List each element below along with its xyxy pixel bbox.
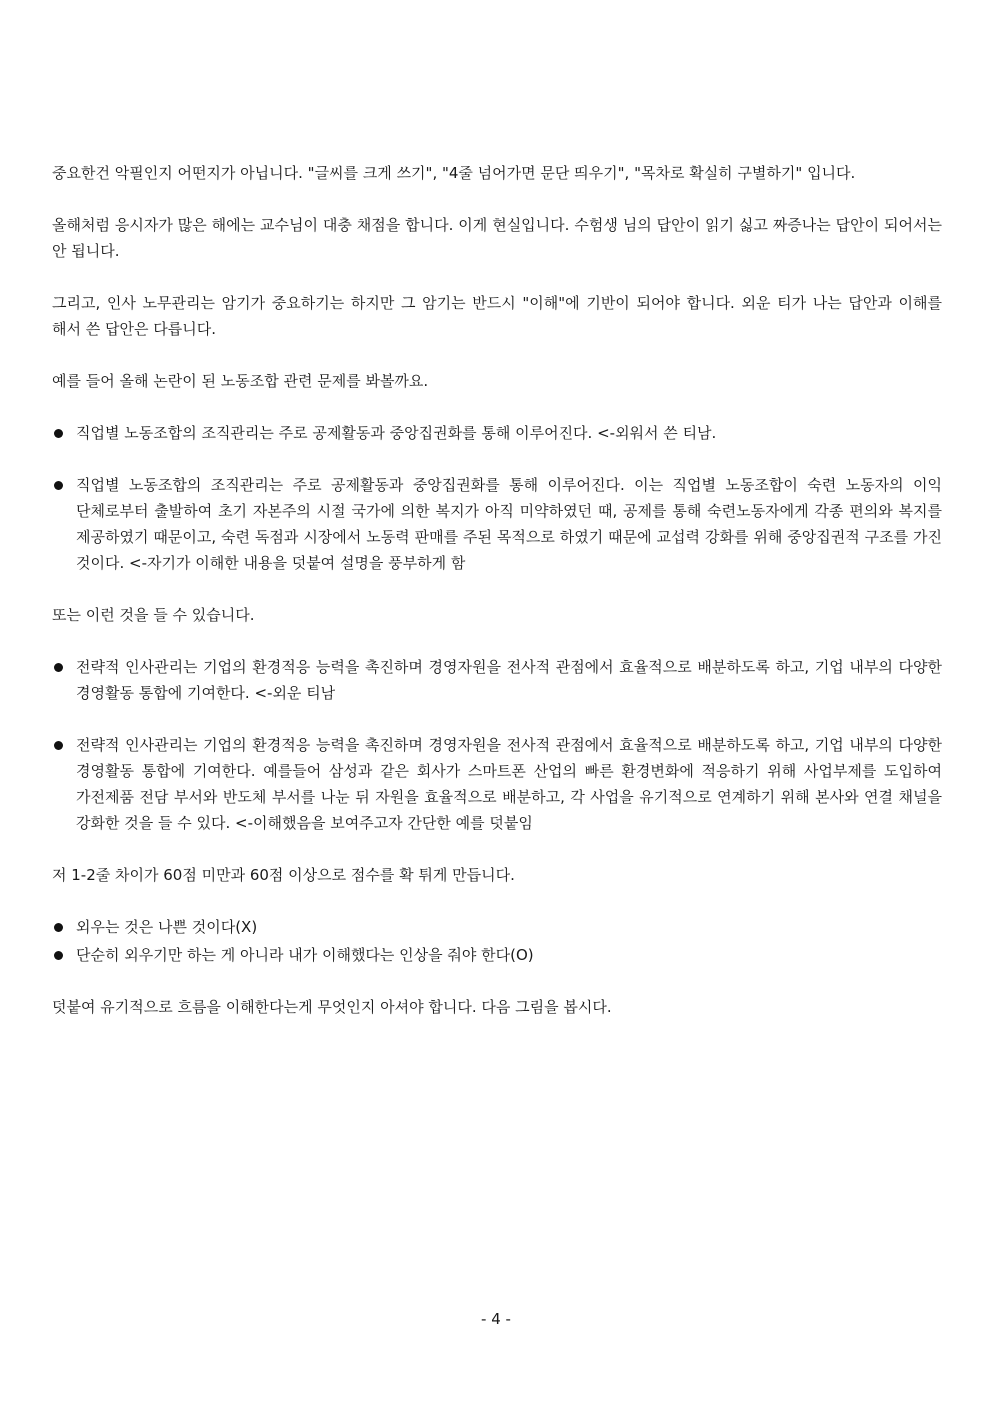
page-number: - 4 - [481, 1310, 511, 1328]
list-item-text: 외우는 것은 나쁜 것이다(X) [76, 918, 258, 936]
bullet-dot-icon [54, 663, 63, 672]
list-item-text: 단순히 외우기만 하는 게 아니라 내가 이해했다는 인상을 줘야 한다(O) [76, 946, 534, 964]
paragraph-hr-example-intro: 또는 이런 것을 들 수 있습니다. [52, 606, 255, 624]
list-item [52, 732, 942, 836]
list-item-text: 직업별 노동조합의 조직관리는 주로 공제활동과 중앙집권화를 통해 이루어진다. <-외워서 쓴 티남. [76, 424, 717, 442]
list-item-text: 전략적 인사관리는 기업의 환경적응 능력을 촉진하며 경영자원을 전사적 관점에서 효율적으로 배분하도록 하고, 기업 내부의 다양한 경영활동 통합에 기여한다. <-외운 티남 [76, 658, 942, 702]
paragraph-score-difference: 저 1-2줄 차이가 60점 미만과 60점 이상으로 점수를 확 튀게 만듭니다. [52, 866, 515, 884]
paragraph-next-figure: 덧붙여 유기적으로 흐름을 이해한다는게 무엇인지 아셔야 합니다. 다음 그림을 봅시다. [52, 998, 612, 1016]
list-item [52, 914, 942, 940]
paragraph-grading-reality: 올해처럼 응시자가 많은 해에는 교수님이 대충 채점을 합니다. 이게 현실입니다. 수험생 님의 답안이 읽기 싫고 짜증나는 답안이 되어서는 안 됩니다. [52, 216, 942, 260]
list-item [52, 420, 942, 446]
summary-list [52, 914, 942, 968]
bullet-dot-icon [54, 951, 63, 960]
list-item-text: 직업별 노동조합의 조직관리는 주로 공제활동과 중앙집권화를 통해 이루어진다. 이는 직업별 노동조합이 숙련 노동자의 이익 단체로부터 출발하여 초기 자본주의 시절 국가에 의한 복지가 아직 미약하였던 때, 공제를 통해 숙련노동자에게 각종 편의와 복지를 제공하였기 때문이고, 숙련 독점과 시장에서 노동력 판매를 주된 목적으로 하였기 때문에 교섭력 강화를 위해 중앙집권적 구조를 가진 것이다. <-자기가 이해한 내용을 덧붙여 설명을 풍부하게 함 [76, 476, 942, 572]
list-item [52, 654, 942, 706]
bullet-dot-icon [54, 429, 63, 438]
hr-example-list [52, 654, 942, 836]
list-item [52, 472, 942, 576]
paragraph-union-example-intro: 예를 들어 올해 논란이 된 노동조합 관련 문제를 봐볼까요. [52, 372, 429, 390]
paragraph-understanding-memorization: 그리고, 인사 노무관리는 암기가 중요하기는 하지만 그 암기는 반드시 "이해"에 기반이 되어야 합니다. 외운 티가 나는 답안과 이해를 해서 쓴 답안은 다릅니다. [52, 294, 942, 338]
list-item-text: 전략적 인사관리는 기업의 환경적응 능력을 촉진하며 경영자원을 전사적 관점에서 효율적으로 배분하도록 하고, 기업 내부의 다양한 경영활동 통합에 기여한다. 예를들어 삼성과 같은 회사가 스마트폰 산업의 빠른 환경변화에 적응하기 위해 사업부제를 도입하여 가전제품 전담 부서와 반도체 부서를 나눈 뒤 자원을 효율적으로 배분하고, 각 사업을 유기적으로 연계하기 위해 본사와 연결 채널을 강화한 것을 들 수 있다. <-이해했음을 보여주고자 간단한 예를 덧붙임 [76, 736, 942, 832]
document-body [52, 160, 942, 1046]
union-example-list [52, 420, 942, 576]
list-item [52, 942, 942, 968]
bullet-dot-icon [54, 923, 63, 932]
paragraph-handwriting-tips: 중요한건 악필인지 어떤지가 아닙니다. "글씨를 크게 쓰기", "4줄 넘어가면 문단 띄우기", "목차로 확실히 구별하기" 입니다. [52, 164, 856, 182]
bullet-dot-icon [54, 741, 63, 750]
bullet-dot-icon [54, 481, 63, 490]
